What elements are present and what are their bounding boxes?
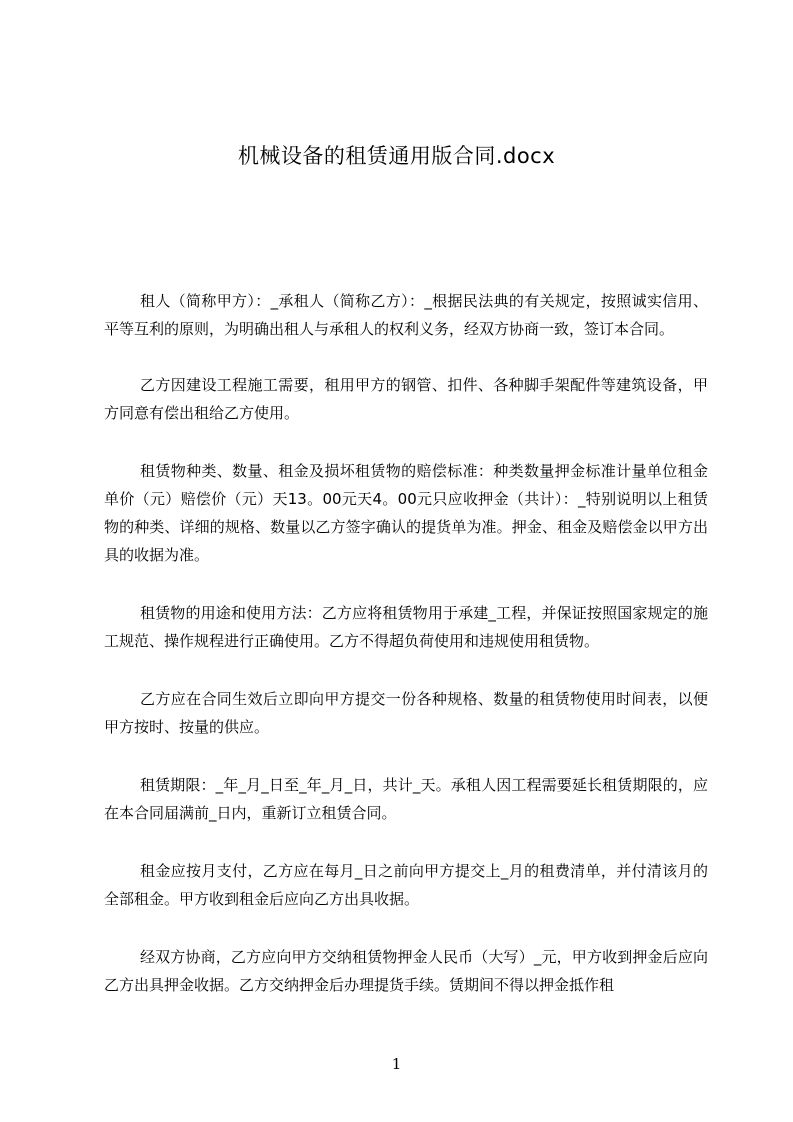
paragraph-term: 租赁期限：_年_月_日至_年_月_日，共计_天。承租人因工程需要延长租赁期限的，应在本合同届满前_日内，重新订立租赁合同。 [104, 776, 708, 822]
paragraph-schedule: 乙方应在合同生效后立即向甲方提交一份各种规格、数量的租赁物使用时间表，以便甲方按时、按量的供应。 [104, 690, 708, 736]
paragraph-rental-items: 租赁物种类、数量、租金及损坏租赁物的赔偿标准：种类数量押金标准计量单位租金单价（元）赔偿价（元）天13。00元天4。00元只应收押金（共计）：_特别说明以上租赁物的种类、详细的规格、数量以乙方签字确认的提货单为准。押金、租金及赔偿金以甲方出具的收据为准。 [104, 462, 708, 564]
page-number: 1 [391, 1055, 402, 1073]
paragraph-parties: 租人（简称甲方）：_承租人（简称乙方）：_根据民法典的有关规定，按照诚实信用、平等互利的原则，为明确出租人与承租人的权利义务，经双方协商一致，签订本合同。 [104, 292, 708, 338]
paragraph-deposit: 经双方协商，乙方应向甲方交纳租赁物押金人民币（大写）_元，甲方收到押金后应向乙方出具押金收据。乙方交纳押金后办理提货手续。赁期间不得以押金抵作租 [104, 948, 708, 994]
paragraph-usage: 租赁物的用途和使用方法：乙方应将租赁物用于承建_工程，并保证按照国家规定的施工规范、操作规程进行正确使用。乙方不得超负荷使用和违规使用租赁物。 [104, 604, 708, 650]
document-title: 机械设备的租赁通用版合同.docx [237, 144, 556, 168]
paragraph-purpose: 乙方因建设工程施工需要，租用甲方的钢管、扣件、各种脚手架配件等建筑设备，甲方同意有偿出租给乙方使用。 [104, 376, 708, 422]
document-body [104, 287, 708, 1029]
paragraph-payment: 租金应按月支付，乙方应在每月_日之前向甲方提交上_月的租费清单，并付清该月的全部租金。甲方收到租金后应向乙方出具收据。 [104, 862, 708, 908]
